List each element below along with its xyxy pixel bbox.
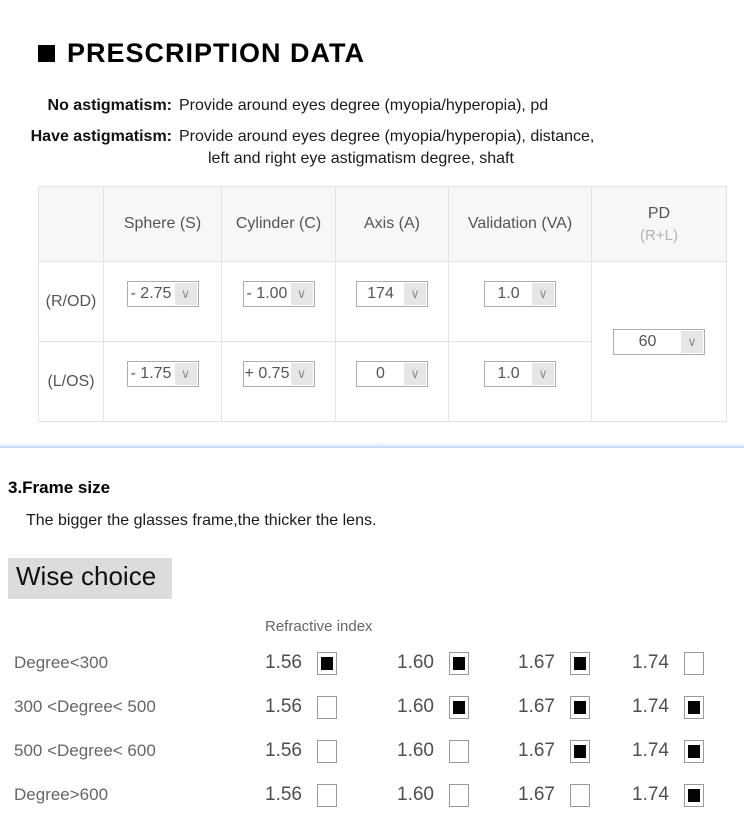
chevron-down-icon: ∨ (404, 363, 426, 385)
checkbox-checked[interactable] (449, 652, 469, 675)
chevron-down-icon: ∨ (532, 283, 554, 305)
table-row (14, 685, 744, 729)
checkbox-checked[interactable] (684, 740, 704, 763)
refractive-index-value: 1.60 (397, 652, 434, 673)
checkbox-unchecked[interactable] (317, 696, 337, 719)
pd-value: 60 (638, 332, 657, 350)
refractive-option (397, 652, 518, 675)
degree-row-label: 500 <Degree< 600 (14, 741, 156, 760)
left-validation-value: 1.0 (497, 364, 520, 382)
pd-select[interactable] (613, 329, 705, 355)
refractive-index-header-row (14, 611, 744, 641)
refractive-index-value: 1.56 (265, 696, 302, 717)
table-row (14, 773, 744, 817)
astigmatism-notes (0, 95, 744, 170)
table-row (14, 641, 744, 685)
right-sphere-value: - 2.75 (130, 284, 172, 302)
corner-header-cell (39, 187, 104, 262)
refractive-index-value: 1.56 (265, 740, 302, 761)
checkbox-unchecked[interactable] (449, 740, 469, 763)
checkbox-checked[interactable] (317, 652, 337, 675)
refractive-option (632, 652, 732, 675)
wise-choice-heading: Wise choice (8, 558, 172, 599)
refractive-index-value: 1.60 (397, 740, 434, 761)
refractive-option (518, 784, 632, 807)
right-axis-select[interactable] (356, 281, 428, 307)
left-cylinder-select[interactable] (243, 361, 315, 387)
left-axis-value: 0 (376, 364, 385, 382)
right-cylinder-value: - 1.00 (246, 284, 288, 302)
left-cylinder-cell (222, 342, 336, 422)
pd-header-sub: (R+L) (640, 226, 678, 244)
checkbox-checked[interactable] (684, 784, 704, 807)
have-astigmatism-line2: left and right eye astigmatism degree, shaft (208, 150, 514, 167)
left-validation-select[interactable] (484, 361, 556, 387)
left-sphere-value: - 1.75 (130, 364, 172, 382)
note-have-astigmatism (0, 126, 744, 170)
right-sphere-select[interactable] (127, 281, 199, 307)
refractive-option (518, 696, 632, 719)
table-row-right-eye (39, 262, 727, 342)
checkbox-checked[interactable] (449, 696, 469, 719)
page-title: PRESCRIPTION DATA (67, 38, 366, 68)
refractive-option (518, 652, 632, 675)
frame-size-body: The bigger the glasses frame,the thicker the lens. (26, 512, 377, 529)
no-astigmatism-text: Provide around eyes degree (myopia/hyperopia), pd (179, 97, 549, 114)
right-axis-value: 174 (367, 284, 394, 302)
refractive-index-value: 1.67 (518, 652, 555, 673)
section-divider (0, 443, 744, 448)
refractive-option (265, 696, 397, 719)
left-validation-cell (449, 342, 592, 422)
chevron-down-icon: ∨ (291, 363, 313, 385)
right-cylinder-select[interactable] (243, 281, 315, 307)
right-validation-cell (449, 262, 592, 342)
refractive-index-table (0, 611, 744, 817)
chevron-down-icon: ∨ (175, 283, 197, 305)
checkbox-unchecked[interactable] (449, 784, 469, 807)
have-astigmatism-line1: Provide around eyes degree (myopia/hyperopia), distance, (179, 128, 595, 145)
checkbox-checked[interactable] (570, 740, 590, 763)
degree-row-label: Degree<300 (14, 653, 109, 672)
left-sphere-cell (104, 342, 222, 422)
no-astigmatism-label: No astigmatism: (47, 97, 172, 114)
right-eye-row-label: (R/OD) (39, 262, 104, 342)
prescription-header-row (39, 187, 727, 262)
frame-size-heading: 3.Frame size (8, 478, 111, 497)
left-axis-cell (336, 342, 449, 422)
checkbox-unchecked[interactable] (684, 652, 704, 675)
chevron-down-icon: ∨ (404, 283, 426, 305)
refractive-index-value: 1.60 (397, 696, 434, 717)
refractive-option (632, 696, 732, 719)
refractive-option (265, 784, 397, 807)
degree-row-label: 300 <Degree< 500 (14, 697, 156, 716)
frame-size-section (8, 478, 744, 530)
refractive-index-value: 1.56 (265, 652, 302, 673)
refractive-index-value: 1.74 (632, 696, 669, 717)
left-cylinder-value: + 0.75 (244, 364, 290, 382)
degree-row-label: Degree>600 (14, 785, 109, 804)
right-cylinder-cell (222, 262, 336, 342)
prescription-table (38, 186, 727, 422)
cylinder-column-header: Cylinder (C) (222, 187, 336, 262)
checkbox-unchecked[interactable] (570, 784, 590, 807)
checkbox-unchecked[interactable] (317, 784, 337, 807)
refractive-option (632, 784, 732, 807)
refractive-index-value: 1.60 (397, 784, 434, 805)
left-eye-row-label: (L/OS) (39, 342, 104, 422)
refractive-index-value: 1.56 (265, 784, 302, 805)
refractive-index-value: 1.67 (518, 740, 555, 761)
right-sphere-cell (104, 262, 222, 342)
have-astigmatism-text (172, 126, 594, 170)
refractive-index-value: 1.67 (518, 784, 555, 805)
chevron-down-icon: ∨ (175, 363, 197, 385)
chevron-down-icon: ∨ (532, 363, 554, 385)
pd-header-main: PD (647, 204, 671, 222)
refractive-index-header: Refractive index (265, 617, 373, 635)
left-sphere-select[interactable] (127, 361, 199, 387)
validation-column-header: Validation (VA) (449, 187, 592, 262)
square-bullet-icon (38, 45, 55, 62)
refractive-option (397, 696, 518, 719)
refractive-option (265, 652, 397, 675)
refractive-option (397, 784, 518, 807)
refractive-option (518, 740, 632, 763)
left-axis-select[interactable] (356, 361, 428, 387)
checkbox-checked[interactable] (684, 696, 704, 719)
have-astigmatism-label: Have astigmatism: (30, 128, 172, 145)
chevron-down-icon: ∨ (681, 331, 703, 353)
section-header (0, 0, 744, 69)
refractive-option (265, 740, 397, 763)
refractive-index-value: 1.74 (632, 784, 669, 805)
chevron-down-icon: ∨ (291, 283, 313, 305)
checkbox-checked[interactable] (570, 652, 590, 675)
refractive-index-value: 1.74 (632, 652, 669, 673)
refractive-option (632, 740, 732, 763)
note-no-astigmatism (0, 95, 744, 117)
pd-column-header (592, 187, 727, 262)
checkbox-unchecked[interactable] (317, 740, 337, 763)
sphere-column-header: Sphere (S) (104, 187, 222, 262)
refractive-option (397, 740, 518, 763)
refractive-index-value: 1.74 (632, 740, 669, 761)
checkbox-checked[interactable] (570, 696, 590, 719)
right-validation-value: 1.0 (497, 284, 520, 302)
right-validation-select[interactable] (484, 281, 556, 307)
right-axis-cell (336, 262, 449, 342)
table-row (14, 729, 744, 773)
pd-cell (592, 262, 727, 422)
axis-column-header: Axis (A) (336, 187, 449, 262)
refractive-index-value: 1.67 (518, 696, 555, 717)
